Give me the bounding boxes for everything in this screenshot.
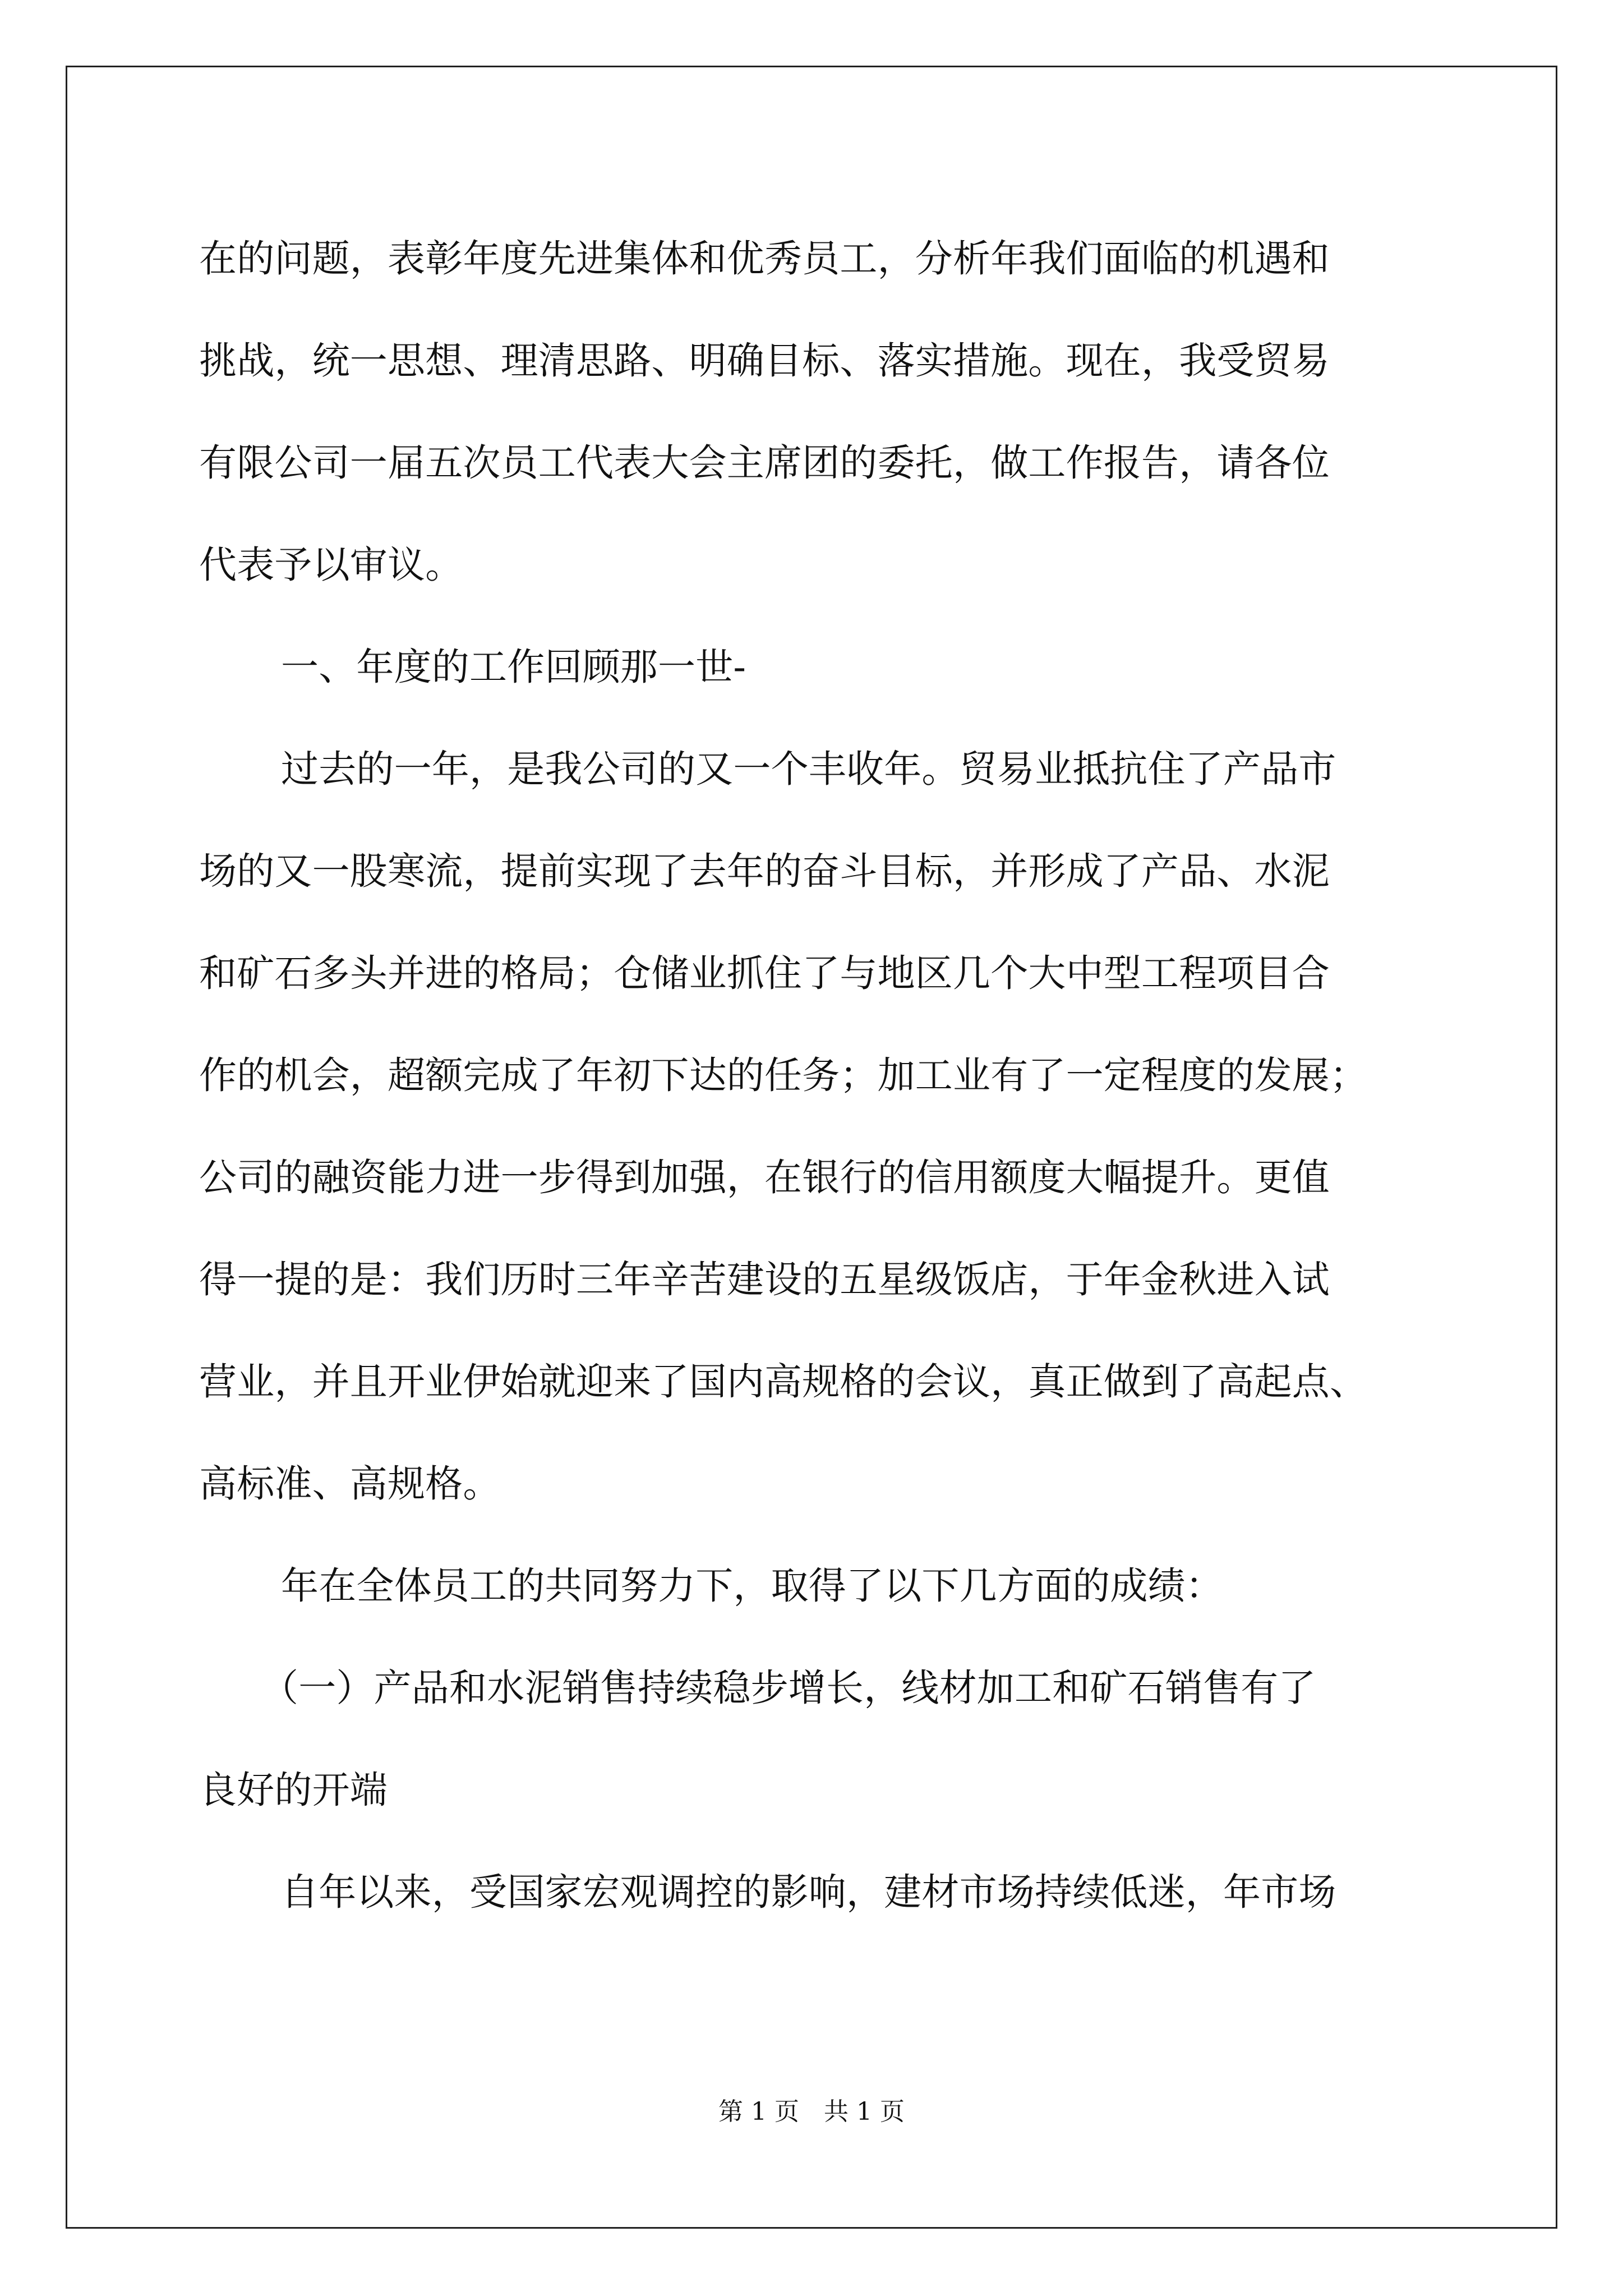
text-line: 和矿石多头并进的格局；仓储业抓住了与地区几个大中型工程项目合 (199, 951, 1330, 995)
page-number-footer: 第 1 页 共 1 页 (718, 2097, 905, 2126)
text-line: 过去的一年，是我公司的又一个丰收年。贸易业抵抗住了产品市 (281, 747, 1336, 791)
text-line: 高标准、高规格。 (199, 1462, 501, 1506)
text-line: 作的机会，超额完成了年初下达的任务；加工业有了一定程度的发展； (199, 1053, 1368, 1097)
text-line: 得一提的是：我们历时三年辛苦建设的五星级饭店，于年金秋进入试 (199, 1258, 1330, 1301)
text-line: 年在全体员工的共同努力下，取得了以下几方面的成绩： (281, 1564, 1223, 1608)
text-line: 挑战，统一思想、理清思路、明确目标、落实措施。现在，我受贸易 (199, 339, 1330, 383)
subsection-heading-continued: 良好的开端 (199, 1768, 388, 1812)
document-body (199, 208, 1425, 1943)
text-line: 在的问题，表彰年度先进集体和优秀员工，分析年我们面临的机遇和 (199, 237, 1330, 280)
section-heading: 一、年度的工作回顾那一世- (281, 645, 746, 689)
subsection-heading: （一）产品和水泥销售持续稳步增长，线材加工和矿石销售有了 (261, 1666, 1316, 1710)
text-line: 场的又一股寒流，提前实现了去年的奋斗目标，并形成了产品、水泥 (199, 849, 1330, 893)
text-line: 自年以来，受国家宏观调控的影响，建材市场持续低迷，年市场 (281, 1870, 1336, 1914)
text-line: 营业，并且开业伊始就迎来了国内高规格的会议，真正做到了高起点、 (199, 1360, 1368, 1404)
text-line: 有限公司一届五次员工代表大会主席团的委托，做工作报告，请各位 (199, 441, 1330, 485)
text-line: 代表予以审议。 (199, 543, 463, 587)
text-line: 公司的融资能力进一步得到加强，在银行的信用额度大幅提升。更值 (199, 1156, 1330, 1199)
